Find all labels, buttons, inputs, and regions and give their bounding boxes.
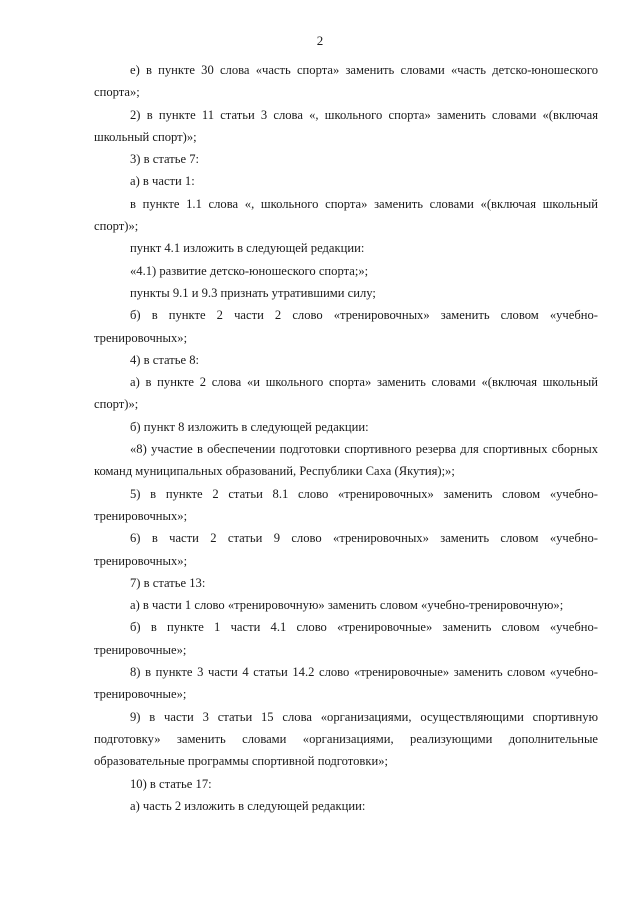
paragraph: е) в пункте 30 слова «часть спорта» заменить словами «часть детско-юношеского спорта»; xyxy=(94,63,598,100)
paragraph: 7) в статье 13: xyxy=(130,575,206,590)
paragraph: а) в части 1: xyxy=(130,174,195,189)
page-number: 2 xyxy=(316,33,324,48)
paragraph: а) в пункте 2 слова «и школьного спорта» заменить словами «(включая школьный спорт)»; xyxy=(94,375,598,412)
paragraph: «4.1) развитие детско-юношеского спорта;»; xyxy=(130,263,369,278)
paragraph: а) часть 2 изложить в следующей редакции: xyxy=(130,798,366,813)
paragraph: а) в части 1 слово «тренировочную» заменить словом «учебно-тренировочную»; xyxy=(130,598,564,613)
paragraph: пункт 4.1 изложить в следующей редакции: xyxy=(130,241,365,256)
paragraph: 9) в части 3 статьи 15 слова «организациями, осуществляющими спортивную подготовку» заменить словами «организациями, реализующими дополнительные образовательные программы спортивной подготовки»; xyxy=(94,709,598,769)
paragraph: пункты 9.1 и 9.3 признать утратившими силу; xyxy=(130,285,376,300)
paragraph: 6) в части 2 статьи 9 слово «тренировочных» заменить словом «учебно-тренировочных»; xyxy=(94,531,598,568)
paragraph: б) в пункте 2 части 2 слово «тренировочных» заменить словом «учебно-тренировочных»; xyxy=(94,308,598,345)
paragraph: 8) в пункте 3 части 4 статьи 14.2 слово «тренировочные» заменить словом «учебно-тренировочные»; xyxy=(94,665,598,702)
paragraph: 2) в пункте 11 статьи 3 слова «, школьного спорта» заменить словами «(включая школьный спорт)»; xyxy=(94,107,598,144)
paragraph: б) в пункте 1 части 4.1 слово «тренировочные» заменить словом «учебно-тренировочные»; xyxy=(94,620,598,657)
paragraph: 5) в пункте 2 статьи 8.1 слово «тренировочных» заменить словом «учебно-тренировочных»; xyxy=(94,486,598,523)
paragraph: в пункте 1.1 слова «, школьного спорта» заменить словами «(включая школьный спорт)»; xyxy=(94,196,598,234)
paragraph: 10) в статье 17: xyxy=(130,776,212,791)
paragraph: 3) в статье 7: xyxy=(130,152,200,167)
paragraph: «8) участие в обеспечении подготовки спортивного резерва для спортивных сборных команд муниципальных образований, Республики Саха (Якутия);»; xyxy=(94,442,598,479)
document-body xyxy=(94,59,598,817)
paragraph: 4) в статье 8: xyxy=(130,352,200,367)
paragraph: б) пункт 8 изложить в следующей редакции: xyxy=(130,419,369,434)
